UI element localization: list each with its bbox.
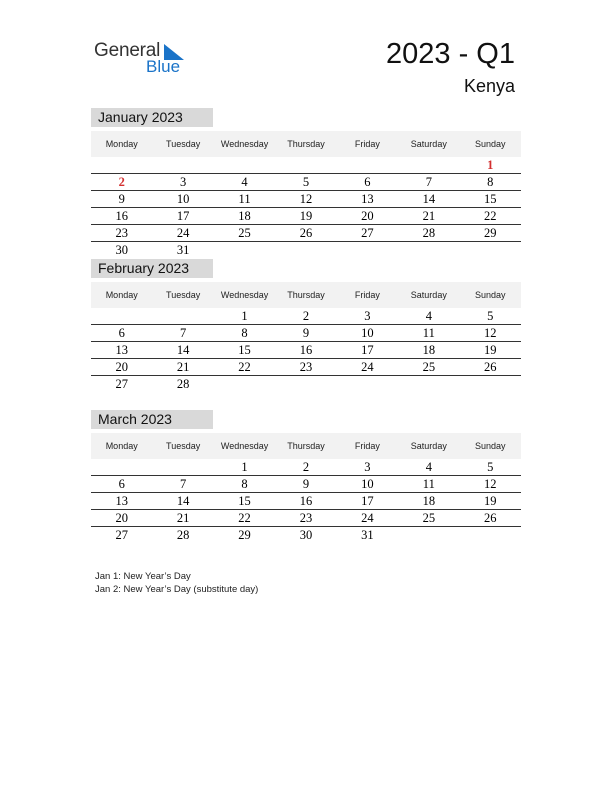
day-cell: 10 — [361, 477, 374, 491]
day-cell: 5 — [487, 309, 494, 323]
day-cell: 22 — [238, 511, 251, 525]
day-cell: 17 — [361, 494, 374, 508]
day-cell: 8 — [487, 175, 494, 189]
day-cell: 5 — [302, 175, 310, 189]
day-cell: 8 — [241, 326, 248, 340]
day-cell: 19 — [299, 209, 313, 223]
day-cell: 11 — [238, 192, 251, 206]
day-cell: 14 — [422, 192, 436, 206]
day-cell: 4 — [425, 460, 432, 474]
day-cell: 9 — [302, 477, 310, 491]
day-cell: 17 — [176, 209, 190, 223]
weekday-header — [91, 433, 521, 459]
week-row — [91, 493, 521, 510]
day-cell: 9 — [302, 326, 310, 340]
day-cell: 23 — [299, 511, 313, 525]
day-cell — [460, 242, 521, 258]
day-cell: 30 — [115, 243, 128, 257]
day-cell: 25 — [422, 360, 436, 374]
week-row — [91, 510, 521, 527]
day-cell: 14 — [176, 494, 190, 508]
day-cell: 15 — [483, 192, 497, 206]
day-cell: 6 — [364, 175, 371, 189]
day-cell: 26 — [299, 226, 313, 240]
month-label: March 2023 — [91, 410, 213, 429]
week-row — [91, 174, 521, 191]
day-cell — [275, 157, 336, 173]
day-cell: 28 — [422, 226, 436, 240]
week-row — [91, 459, 521, 476]
day-cell: 7 — [180, 326, 187, 340]
day-cell: 7 — [180, 477, 187, 491]
day-cell: 17 — [361, 343, 374, 357]
weekday-label: Saturday — [410, 139, 447, 149]
day-cell — [91, 308, 152, 324]
weekday-label: Monday — [105, 441, 138, 451]
day-cell: 1 — [241, 460, 248, 474]
day-cell: 24 — [361, 360, 374, 374]
weekday-label: Sunday — [474, 139, 506, 149]
day-cell: 18 — [238, 209, 251, 223]
month-label: January 2023 — [91, 108, 213, 127]
day-cell: 18 — [422, 494, 436, 508]
week-row — [91, 527, 521, 543]
weekday-header — [91, 131, 521, 157]
day-cell — [460, 527, 521, 543]
day-cell: 6 — [118, 326, 125, 340]
day-cell: 13 — [361, 192, 374, 206]
month-calendar — [91, 108, 521, 258]
day-cell — [337, 157, 398, 173]
week-row — [91, 242, 521, 258]
weekday-label: Tuesday — [166, 290, 201, 300]
day-cell: 22 — [238, 360, 251, 374]
generalblue-logo — [94, 40, 194, 80]
weekday-label: Saturday — [410, 441, 447, 451]
day-cell: 25 — [238, 226, 251, 240]
day-cell: 21 — [176, 360, 190, 374]
day-cell: 1 — [241, 309, 248, 323]
day-cell: 4 — [425, 309, 432, 323]
day-cell: 25 — [422, 511, 436, 525]
day-cell: 11 — [422, 477, 435, 491]
day-cell — [275, 376, 336, 392]
day-cell: 28 — [176, 377, 190, 391]
day-cell: 29 — [238, 528, 251, 542]
weekday-label: Tuesday — [166, 139, 201, 149]
day-cell: 4 — [241, 175, 248, 189]
day-cell: 14 — [176, 343, 190, 357]
day-cell — [337, 376, 398, 392]
month-label: February 2023 — [91, 259, 213, 278]
day-cell: 3 — [364, 460, 371, 474]
day-cell: 10 — [176, 192, 190, 206]
day-cell: 20 — [115, 360, 128, 374]
day-cell: 19 — [483, 343, 497, 357]
day-cell: 24 — [361, 511, 374, 525]
weekday-label: Thursday — [287, 441, 325, 451]
day-cell: 10 — [361, 326, 374, 340]
day-cell: 20 — [115, 511, 128, 525]
day-cell — [398, 242, 459, 258]
holiday-note: Jan 2: New Year’s Day (substitute day) — [95, 584, 259, 595]
week-row — [91, 359, 521, 376]
day-cell: 24 — [176, 226, 190, 240]
day-cell — [460, 376, 521, 392]
weekday-label: Friday — [354, 139, 380, 149]
day-cell: 20 — [361, 209, 374, 223]
day-cell — [275, 242, 336, 258]
day-cell: 3 — [180, 175, 187, 189]
week-row — [91, 208, 521, 225]
weekday-label: Wednesday — [220, 290, 269, 300]
weekday-label: Thursday — [287, 290, 325, 300]
day-cell: 13 — [115, 494, 128, 508]
month-calendar — [91, 259, 521, 392]
day-cell: 8 — [241, 477, 248, 491]
week-row — [91, 308, 521, 325]
week-row — [91, 476, 521, 493]
day-cell: 1 — [487, 158, 494, 172]
day-cell — [398, 527, 459, 543]
day-cell: 7 — [425, 175, 432, 189]
day-cell: 5 — [487, 460, 494, 474]
day-cell: 31 — [361, 528, 374, 542]
page-title: 2023 - Q1 — [386, 38, 515, 70]
day-cell: 27 — [115, 377, 128, 391]
day-cell: 30 — [299, 528, 313, 542]
weekday-label: Friday — [354, 441, 380, 451]
day-cell: 3 — [364, 309, 371, 323]
logo-general-text: General — [94, 40, 161, 61]
weekday-label: Sunday — [474, 290, 506, 300]
day-cell — [214, 376, 275, 392]
logo-blue-text: Blue — [146, 57, 181, 76]
day-cell: 2 — [118, 175, 125, 189]
week-row — [91, 325, 521, 342]
day-cell: 18 — [422, 343, 436, 357]
day-cell — [91, 459, 152, 475]
weekday-label: Monday — [105, 290, 138, 300]
day-cell: 2 — [302, 460, 310, 474]
weekday-label: Wednesday — [220, 139, 269, 149]
day-cell — [91, 157, 152, 173]
week-row — [91, 225, 521, 242]
day-cell: 15 — [238, 494, 251, 508]
day-cell — [152, 157, 213, 173]
day-cell: 23 — [299, 360, 313, 374]
day-cell: 16 — [299, 494, 313, 508]
holiday-note: Jan 1: New Year’s Day — [95, 571, 191, 582]
day-cell: 15 — [238, 343, 251, 357]
day-cell: 21 — [176, 511, 190, 525]
weekday-label: Thursday — [287, 139, 325, 149]
day-cell — [214, 242, 275, 258]
day-cell: 22 — [483, 209, 497, 223]
day-cell: 9 — [118, 192, 125, 206]
day-cell: 29 — [483, 226, 497, 240]
country-name: Kenya — [463, 76, 515, 96]
day-cell: 19 — [483, 494, 497, 508]
weekday-label: Friday — [354, 290, 380, 300]
weekday-label: Wednesday — [220, 441, 269, 451]
weekday-label: Monday — [105, 139, 138, 149]
day-cell: 12 — [299, 192, 313, 206]
day-cell — [214, 157, 275, 173]
day-cell: 27 — [115, 528, 128, 542]
week-row — [91, 342, 521, 359]
week-row — [91, 376, 521, 392]
day-cell — [152, 459, 213, 475]
day-cell: 13 — [115, 343, 128, 357]
day-cell: 26 — [483, 511, 497, 525]
day-cell — [398, 157, 459, 173]
day-cell: 2 — [302, 309, 310, 323]
day-cell: 27 — [361, 226, 374, 240]
day-cell — [398, 376, 459, 392]
weekday-label: Sunday — [474, 441, 506, 451]
week-row — [91, 157, 521, 174]
day-cell: 23 — [115, 226, 128, 240]
day-cell: 21 — [422, 209, 436, 223]
week-row — [91, 191, 521, 208]
day-cell: 12 — [483, 477, 497, 491]
day-cell — [337, 242, 398, 258]
weekday-label: Tuesday — [166, 441, 201, 451]
day-cell: 11 — [422, 326, 435, 340]
month-calendar — [91, 410, 521, 543]
day-cell: 12 — [483, 326, 497, 340]
holiday-notes — [95, 570, 258, 596]
day-cell — [152, 308, 213, 324]
day-cell: 31 — [176, 243, 190, 257]
day-cell: 16 — [115, 209, 128, 223]
weekday-label: Saturday — [410, 290, 447, 300]
day-cell: 16 — [299, 343, 313, 357]
day-cell: 26 — [483, 360, 497, 374]
weekday-header — [91, 282, 521, 308]
day-cell: 6 — [118, 477, 125, 491]
day-cell: 28 — [176, 528, 190, 542]
